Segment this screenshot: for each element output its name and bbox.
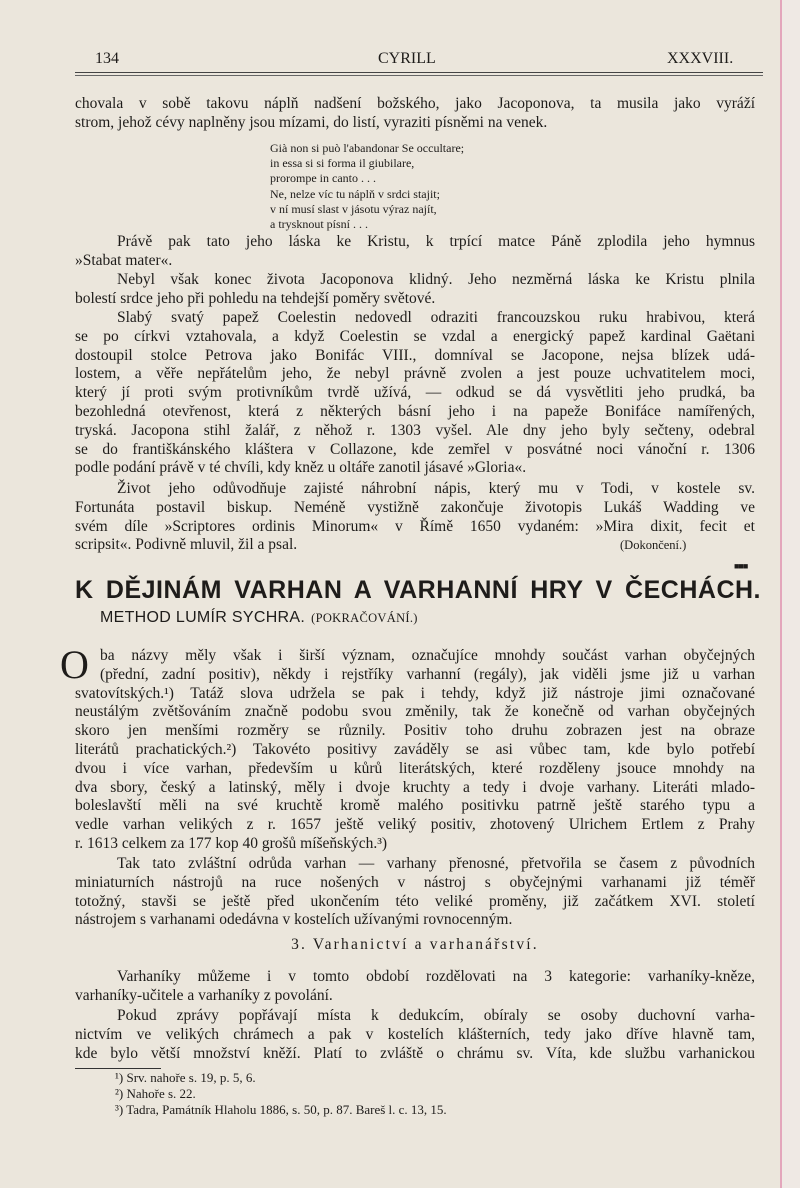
text-line: bolestí srdce jeho při pohledu na tehdejší poměry světové. [75, 289, 436, 307]
text-line: svém díle »Scriptores ordinis Minorum« v Římě 1650 vydaném: »Mira dixit, fecit et [75, 517, 755, 535]
running-title: CYRILL [378, 50, 436, 67]
text-line: Život jeho odůvodňuje zajisté náhrobní nápis, který mu v Todi, v kostele sv. [117, 480, 755, 497]
text-line: a trysknout písní . . . [270, 216, 368, 231]
article-title: K DĚJINÁM VARHAN A VARHANNÍ HRY V ČECHÁCH. [75, 576, 761, 604]
section-heading: 3. Varhanictví a varhanářství. [291, 936, 539, 953]
page-number: 134 [95, 50, 119, 67]
author-name: METHOD LUMÍR SYCHRA. [100, 609, 306, 626]
paragraph [75, 95, 755, 133]
text-line: dvou i více varhan, především u kůrů literátských, které rozděleny jsouce mnohdy na [75, 759, 755, 777]
text-line: totožný, stavši se ještě před ukončením této veliké proměny, již začátkem XVI. století [75, 892, 755, 910]
text-line: svatovítských.¹) Tatáž slova udržela se pak i tehdy, když již nástroje jimi označované [75, 684, 755, 702]
end-note: (Dokončení.) [620, 538, 687, 552]
text-line: se po církvi vztahovala, a když Coelestin se vzdal a energický papež kardinal Gaëtani [75, 327, 755, 345]
text-line: podle podání právě v té chvíli, kdy kněz u oltáře zanotil jásavé »Gloria«. [75, 459, 527, 477]
text-line: skoro jen menšími rozměry se různily. Positiv toho druhu zobrazen jest na obraze [75, 722, 755, 740]
text-line: tryská. Jacopona stihl žalář, z něhož r. 1303 vyšel. Ale dny jeho byly sečteny, odebral [75, 421, 755, 439]
header-rule [75, 75, 763, 76]
text-line: vedle varhan velikých z r. 1657 ještě veliký positiv, zhotovený Ulrichem Ertlem z Prahy [75, 816, 755, 834]
text-line: Právě pak tato jeho láska ke Kristu, k trpící matce Páně zplodila jeho hymnus [117, 233, 755, 250]
text-line: prorompe in canto . . . [270, 171, 376, 186]
text-line: literátů prachatických.²) Takovéto positivy zaváděly se asi vůbec tam, kde bylo potřebí [75, 740, 755, 758]
text-line: Slabý svatý papež Coelestin nedovedl odraziti francouzskou ruku hrabivou, která [117, 309, 755, 326]
text-line: kde bylo větší množství kněží. Platí to zvláště o chrámu sv. Víta, kde službu varhanickou [75, 1044, 755, 1062]
text-line: který jí proti svým protivníkům tvrdě užívá, — odkud se dá vysvětliti jeho prudká, ba [75, 384, 755, 402]
text-line: v ní musí slast v jásotu výraz najít, [270, 201, 437, 216]
text-line: strom, jehož cévy naplněny jsou mízami, do listí, vyraziti písněmi na venek. [75, 113, 548, 131]
text-line: boleslavští měli na své kruchtě kromě malého positivku patrně ještě starého typu a [75, 797, 755, 815]
text-line: Tak tato zvláštní odrůda varhan — varhany přenosné, přetvořila se časem z původních [117, 855, 755, 872]
volume-number: XXXVIII. [667, 50, 734, 67]
text-line: Nebyl však konec života Jacoponova klidný. Jeho nezměrná láska ke Kristu plnila [117, 271, 755, 288]
text-line: lostem, a věře nepřátelům jeho, že nebyl právně zvolen a jest pouze uchvatitelem moci, [75, 365, 755, 383]
text-line: (přední, zadní positiv), někdy i rejstříky varhanní (regály), jak viděli jsme již u varhan [100, 665, 755, 683]
footnote-rule [75, 1068, 161, 1069]
text-line: Già non si può l'abandonar Se occultare; [270, 141, 465, 155]
paragraph [75, 233, 755, 271]
text-line: se do františkánského kláštera v Collazone, kde zemřel v posvátné noci vánoční r. 1306 [75, 440, 755, 458]
text-line: ²) Nahoře s. 22. [115, 1086, 196, 1101]
text-line: neustálým zvětšováním značně podobu svou změnily, tak že konečně od varhan obyčejných [75, 703, 755, 721]
page-margin [782, 0, 800, 1188]
text-line: dostoupil stolce Petrova jako Bonifác VIII., domníval se Jacopone, nejsa blízek udá- [75, 346, 755, 364]
paragraph [75, 647, 755, 854]
section-ornament: ■■■ [734, 561, 748, 571]
text-line: ¹) Srv. nahoře s. 19, p. 5, 6. [115, 1070, 256, 1085]
continuation-note: (POKRAČOVÁNÍ.) [311, 611, 418, 625]
paragraph [75, 968, 755, 1006]
paragraph [75, 271, 755, 309]
text-line: Ne, nelze víc tu náplň v srdci stajit; [270, 186, 440, 201]
paragraph [75, 309, 755, 478]
article-byline [100, 609, 418, 627]
text-line: Fortunáta postavil biskup. Neméně vystižně zakončuje životopis Lukáš Wadding ve [75, 498, 755, 516]
text-line: dva sbory, český a latinský, měly i dvoje kruchty a tedy i dvoje varhany. Literáti mlado- [75, 778, 755, 796]
text-line: ba názvy měly však i širší význam, označujíce mnohdy součást varhan obyčejných [100, 647, 755, 664]
text-line: chovala v sobě takovu náplň nadšení božského, jako Jacoponova, ta musila jako vyráží [75, 95, 755, 112]
text-line: bezohledná otevřenost, která z některých básní jeho i na papeže Bonifáce namířených, [75, 402, 755, 420]
paragraph [75, 855, 755, 930]
text-line: nástrojem s varhanami odedávna v kostelích užívanými rovnocenným. [75, 911, 513, 929]
text-line: Pokud zprávy popřávají místa k dedukcím, obíraly se osoby duchovní varha- [117, 1007, 755, 1024]
text-line: miniaturních nástrojů na ruce nošených v nástroj s obyčejnými varhanami již téměř [75, 873, 755, 891]
text-line: »Stabat mater«. [75, 251, 173, 269]
text-line: nictvím ve velikých chrámech a pak v kostelích klášterních, tedy jako dříve hlavně tam, [75, 1025, 755, 1043]
text-line: scripsit«. Podivně mluvil, žil a psal. [75, 536, 298, 554]
text-line: varhaníky-učitele a varhaníky z povolání. [75, 986, 333, 1004]
text-line: r. 1613 celkem za 177 kop 40 grošů míšeňských.³) [75, 834, 388, 852]
text-line: Varhaníky můžeme i v tomto období rozdělovati na 3 kategorie: varhaníky-kněze, [117, 968, 755, 985]
poem-quote [270, 141, 464, 232]
header-rule [75, 72, 763, 73]
paragraph [75, 1007, 755, 1063]
drop-cap: O [60, 642, 89, 687]
text-line: in essa si si forma il giubilare, [270, 156, 415, 171]
footnotes [115, 1070, 447, 1118]
text-line: ³) Tadra, Památník Hlaholu 1886, s. 50, p. 87. Bareš l. c. 13, 15. [115, 1102, 447, 1117]
